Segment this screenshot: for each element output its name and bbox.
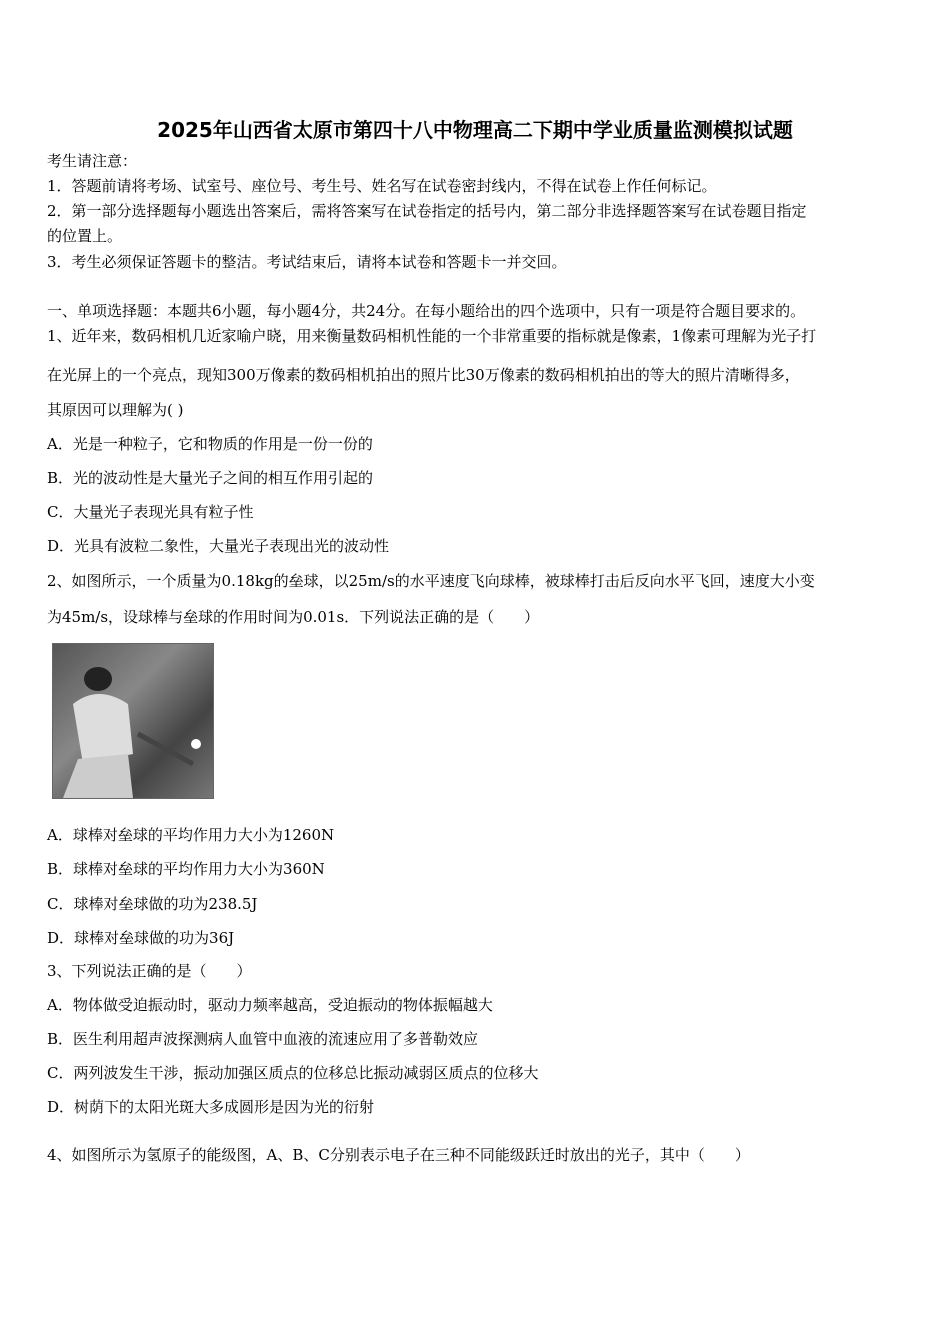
option: C．球棒对垒球做的功为238.5J xyxy=(47,895,258,913)
option: B．球棒对垒球的平均作用力大小为360N xyxy=(47,860,325,878)
question-text: 4、如图所示为氢原子的能级图，A、B、C分别表示电子在三种不同能级跃迁时放出的光子，其中（ ） xyxy=(47,1146,750,1164)
option: A．光是一种粒子，它和物质的作用是一份一份的 xyxy=(47,435,373,453)
option: D．光具有波粒二象性，大量光子表现出光的波动性 xyxy=(47,537,390,555)
option: A．球棒对垒球的平均作用力大小为1260N xyxy=(47,826,335,844)
option: C．大量光子表现光具有粒子性 xyxy=(47,503,254,521)
notice-item: 1．答题前请将考场、试室号、座位号、考生号、姓名写在试卷密封线内，不得在试卷上作任何标记。 xyxy=(47,177,717,195)
question-text: 为45m/s，设球棒与垒球的作用时间为0.01s．下列说法正确的是（ ） xyxy=(47,608,540,626)
question-text: 3、下列说法正确的是（ ） xyxy=(47,962,252,980)
question-text: 2、如图所示，一个质量为0.18kg的垒球，以25m/s的水平速度飞向球棒，被球棒打击后反向水平飞回，速度大小变 xyxy=(47,572,815,590)
notice-item: 的位置上。 xyxy=(47,227,123,245)
option: C．两列波发生干涉，振动加强区质点的位移总比振动减弱区质点的位移大 xyxy=(47,1064,539,1082)
section-heading: 一、单项选择题：本题共6小题，每小题4分，共24分。在每小题给出的四个选项中，只有一项是符合题目要求的。 xyxy=(47,302,806,320)
notice-heading: 考生请注意： xyxy=(47,152,138,170)
option: D．树荫下的太阳光斑大多成圆形是因为光的衍射 xyxy=(47,1098,375,1116)
option: B．医生利用超声波探测病人血管中血液的流速应用了多普勒效应 xyxy=(47,1030,479,1048)
option: D．球棒对垒球做的功为36J xyxy=(47,929,235,947)
baseball-batter-photo xyxy=(52,643,214,799)
question-text: 其原因可以理解为( ) xyxy=(47,401,184,419)
option: B．光的波动性是大量光子之间的相互作用引起的 xyxy=(47,469,374,487)
option: A．物体做受迫振动时，驱动力频率越高，受迫振动的物体振幅越大 xyxy=(47,996,493,1014)
question-text: 在光屏上的一个亮点，现知300万像素的数码相机拍出的照片比30万像素的数码相机拍出的等大的照片清晰得多， xyxy=(47,366,800,384)
notice-item: 2．第一部分选择题每小题选出答案后，需将答案写在试卷指定的括号内，第二部分非选择题答案写在试卷题目指定 xyxy=(47,202,807,220)
page-title: 2025年山西省太原市第四十八中物理高二下期中学业质量监测模拟试题 xyxy=(157,118,793,142)
question-text: 1、近年来，数码相机几近家喻户晓，用来衡量数码相机性能的一个非常重要的指标就是像素，1像素可理解为光子打 xyxy=(47,327,817,345)
notice-item: 3．考生必须保证答题卡的整洁。考试结束后，请将本试卷和答题卡一并交回。 xyxy=(47,253,567,271)
